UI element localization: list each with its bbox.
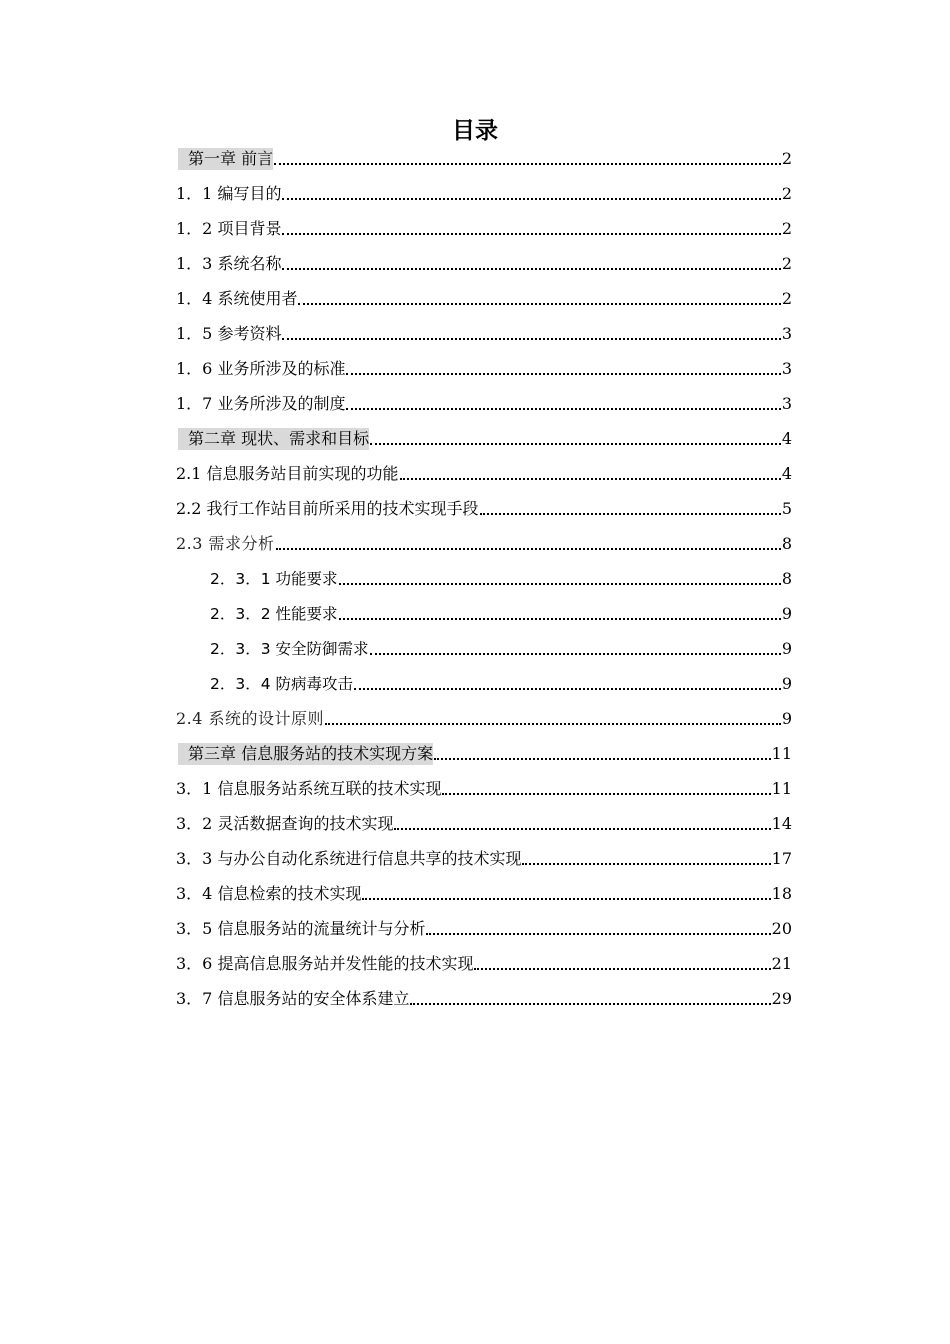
- dot-leader: [434, 757, 771, 760]
- toc-entry[interactable]: [176, 700, 792, 730]
- dot-leader: [282, 337, 780, 340]
- dot-leader: [354, 687, 781, 690]
- toc-entry[interactable]: [176, 840, 792, 870]
- toc-entry[interactable]: [176, 350, 792, 380]
- toc-entry-page-number: 18: [771, 884, 792, 903]
- dot-leader: [480, 512, 781, 515]
- toc-entry-label: 3．6 提高信息服务站并发性能的技术实现: [176, 954, 474, 973]
- dot-leader: [282, 232, 780, 235]
- toc-entry-label: 2.1 信息服务站目前实现的功能: [176, 464, 399, 483]
- toc-entry-label: 1．3 系统名称: [176, 254, 282, 273]
- toc-entry-label: 1．5 参考资料: [176, 324, 282, 343]
- toc-entry-label: 2.2 我行工作站目前所采用的技术实现手段: [176, 499, 479, 518]
- toc-entry[interactable]: [176, 805, 792, 835]
- toc-entry-label: 3．2 灵活数据查询的技术实现: [176, 814, 394, 833]
- toc-entry-page-number: 2: [781, 289, 792, 308]
- toc-entry-page-number: 4: [781, 464, 792, 483]
- toc-entry[interactable]: [176, 210, 792, 240]
- toc-entry-label: 2．3．1 功能要求: [210, 570, 338, 588]
- dot-leader: [474, 967, 770, 970]
- toc-entry[interactable]: [176, 490, 792, 520]
- dot-leader: [274, 162, 781, 165]
- toc-entry[interactable]: [176, 665, 792, 695]
- toc-entry-label: 3．3 与办公自动化系统进行信息共享的技术实现: [176, 849, 522, 868]
- dot-leader: [370, 652, 781, 655]
- dot-leader: [410, 1002, 770, 1005]
- toc-entry-page-number: 3: [781, 394, 792, 413]
- toc-entry[interactable]: [176, 875, 792, 905]
- toc-entry-page-number: 11: [771, 779, 792, 798]
- toc-entry[interactable]: [176, 735, 792, 765]
- toc-entry[interactable]: [176, 175, 792, 205]
- toc-entry-label: 2．3．2 性能要求: [210, 605, 338, 623]
- toc-entry-page-number: 17: [771, 849, 792, 868]
- toc-entry-page-number: 9: [781, 674, 792, 693]
- toc-entry[interactable]: [176, 980, 792, 1010]
- toc-entry-page-number: 2: [781, 184, 792, 203]
- dot-leader: [276, 547, 781, 550]
- toc-entry-label: 第三章 信息服务站的技术实现方案: [178, 743, 433, 765]
- toc-entry-page-number: 9: [781, 709, 792, 728]
- toc-entry-label: 2．3．3 安全防御需求: [210, 640, 369, 658]
- toc-entry-page-number: 5: [781, 499, 792, 518]
- toc-entry-label: 2．3．4 防病毒攻击: [210, 675, 354, 693]
- toc-entry-label: 第一章 前言: [178, 148, 273, 170]
- toc-entry-label: 3．1 信息服务站系统互联的技术实现: [176, 779, 442, 798]
- dot-leader: [370, 442, 781, 445]
- toc-entry-label: 第二章 现状、需求和目标: [178, 428, 369, 450]
- toc-entry-page-number: 9: [781, 604, 792, 623]
- toc-entry[interactable]: [176, 945, 792, 975]
- toc-entry[interactable]: [176, 595, 792, 625]
- toc-entry[interactable]: [176, 560, 792, 590]
- toc-entry[interactable]: [176, 910, 792, 940]
- toc-entry-label: 3．4 信息检索的技术实现: [176, 884, 362, 903]
- toc-entry-label: 1．1 编写目的: [176, 184, 282, 203]
- toc-entry[interactable]: [176, 245, 792, 275]
- toc-entry[interactable]: [176, 315, 792, 345]
- dot-leader: [282, 197, 780, 200]
- dot-leader: [346, 407, 780, 410]
- toc-entry-page-number: 8: [781, 569, 792, 588]
- toc-entry-label: 1．2 项目背景: [176, 219, 282, 238]
- toc-entry-page-number: 11: [771, 744, 792, 763]
- toc-entry[interactable]: [176, 385, 792, 415]
- toc-entry-page-number: 4: [781, 429, 792, 448]
- dot-leader: [426, 932, 770, 935]
- dot-leader: [339, 617, 781, 620]
- dot-leader: [325, 722, 781, 725]
- dot-leader: [346, 372, 780, 375]
- toc-entry-label: 1．6 业务所涉及的标准: [176, 359, 346, 378]
- dot-leader: [522, 862, 770, 865]
- toc-entry-page-number: 14: [771, 814, 792, 833]
- toc-entry[interactable]: [176, 140, 792, 170]
- toc-entry-page-number: 2: [781, 149, 792, 168]
- toc-entry[interactable]: [176, 280, 792, 310]
- toc-entry-page-number: 20: [771, 919, 792, 938]
- toc-entry[interactable]: [176, 525, 792, 555]
- dot-leader: [282, 267, 780, 270]
- toc-entry[interactable]: [176, 770, 792, 800]
- dot-leader: [298, 302, 780, 305]
- toc-entry[interactable]: [176, 420, 792, 450]
- toc-entry-page-number: 29: [771, 989, 792, 1008]
- dot-leader: [442, 792, 770, 795]
- dot-leader: [394, 827, 770, 830]
- toc-entry-page-number: 3: [781, 324, 792, 343]
- toc-entry-page-number: 8: [781, 534, 792, 553]
- toc-entry-label: 2.4 系统的设计原则: [176, 709, 325, 728]
- dot-leader: [362, 897, 770, 900]
- toc-entry-label: 3．7 信息服务站的安全体系建立: [176, 989, 410, 1008]
- toc-entry[interactable]: [176, 455, 792, 485]
- toc-entry-label: 2.3 需求分析: [176, 534, 275, 553]
- toc-title: 目录: [452, 118, 498, 144]
- toc-entry-page-number: 21: [771, 954, 792, 973]
- toc-entry-label: 1．4 系统使用者: [176, 289, 298, 308]
- dot-leader: [339, 582, 781, 585]
- toc-entry-label: 3．5 信息服务站的流量统计与分析: [176, 919, 426, 938]
- toc-entry-page-number: 3: [781, 359, 792, 378]
- toc-entry-label: 1．7 业务所涉及的制度: [176, 394, 346, 413]
- toc-entry-page-number: 2: [781, 219, 792, 238]
- dot-leader: [400, 477, 781, 480]
- toc-entry[interactable]: [176, 630, 792, 660]
- toc-entry-page-number: 9: [781, 639, 792, 658]
- toc-entry-page-number: 2: [781, 254, 792, 273]
